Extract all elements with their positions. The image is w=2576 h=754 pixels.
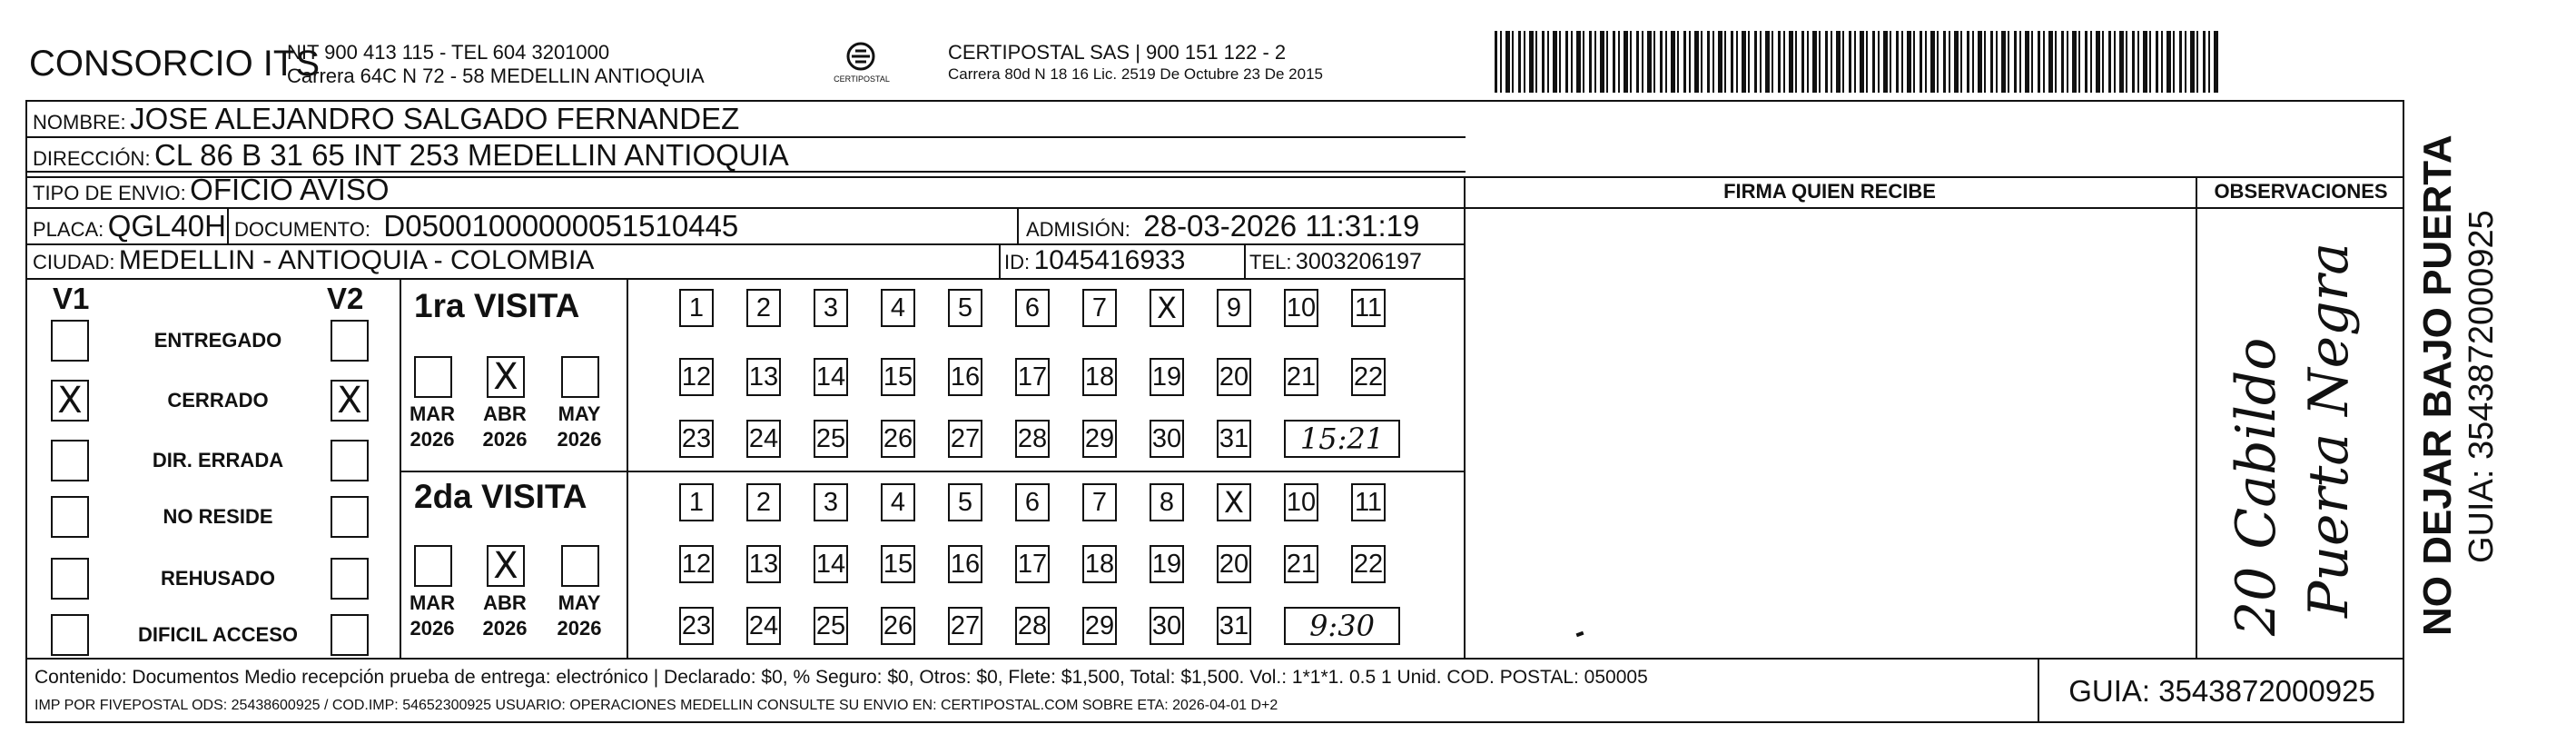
nombre-value: JOSE ALEJANDRO SALGADO FERNANDEZ xyxy=(130,102,740,135)
day-box[interactable]: 20 xyxy=(1217,358,1251,396)
ciudad-value: MEDELLIN - ANTIOQUIA - COLOMBIA xyxy=(118,245,595,275)
day-box[interactable]: 28 xyxy=(1015,420,1050,458)
barcode xyxy=(1495,31,2219,93)
day-box[interactable]: 25 xyxy=(814,607,848,645)
status-option-label: DIR. ERRADA xyxy=(152,449,284,471)
day-box[interactable]: 20 xyxy=(1217,545,1251,583)
day-box[interactable]: 7 xyxy=(1082,289,1117,327)
id-label: ID: xyxy=(1004,251,1031,273)
year-label: 2026 xyxy=(557,617,602,640)
v2-checkbox[interactable] xyxy=(331,496,369,538)
year-label: 2026 xyxy=(482,428,528,451)
day-box[interactable]: 3 xyxy=(814,483,848,521)
day-box[interactable]: 19 xyxy=(1150,358,1184,396)
status-option-label: DIFICIL ACCESO xyxy=(137,623,298,646)
v1-checkbox[interactable] xyxy=(51,558,89,600)
v2-checkbox[interactable] xyxy=(331,558,369,600)
day-box[interactable]: 2 xyxy=(746,289,781,327)
v1-label: V1 xyxy=(53,282,90,315)
day-box[interactable]: 18 xyxy=(1082,545,1117,583)
month-label: ABR xyxy=(483,402,527,425)
status-option-label: REHUSADO xyxy=(161,567,275,590)
day-box[interactable]: 22 xyxy=(1351,358,1386,396)
day-box[interactable]: 29 xyxy=(1082,607,1117,645)
day-box[interactable]: 21 xyxy=(1284,545,1318,583)
month-checkbox[interactable]: X xyxy=(487,545,525,587)
v2-checkbox[interactable] xyxy=(331,440,369,481)
day-box[interactable]: 23 xyxy=(679,420,714,458)
nombre-label: NOMBRE: xyxy=(33,111,126,134)
month-label: ABR xyxy=(483,591,527,614)
day-box[interactable]: 12 xyxy=(679,358,714,396)
day-box[interactable]: 15 xyxy=(881,545,915,583)
month-checkbox[interactable]: X xyxy=(487,356,525,398)
day-box[interactable]: 16 xyxy=(948,358,982,396)
day-box[interactable]: 5 xyxy=(948,483,982,521)
day-box[interactable]: 7 xyxy=(1082,483,1117,521)
day-box[interactable]: 13 xyxy=(746,545,781,583)
admision-value: 28-03-2026 11:31:19 xyxy=(1143,209,1420,243)
day-box[interactable]: 28 xyxy=(1015,607,1050,645)
day-box[interactable]: 29 xyxy=(1082,420,1117,458)
day-box[interactable]: 16 xyxy=(948,545,982,583)
placa-value: QGL40H xyxy=(107,209,226,243)
day-box[interactable]: X xyxy=(1217,483,1251,521)
day-box[interactable]: 2 xyxy=(746,483,781,521)
observation-line-2: Puerta Negra xyxy=(2297,242,2361,618)
day-box[interactable]: 14 xyxy=(814,545,848,583)
carrier-line: CERTIPOSTAL SAS | 900 151 122 - 2 xyxy=(948,41,1287,64)
day-box[interactable]: 30 xyxy=(1150,420,1184,458)
id-value: 1045416933 xyxy=(1033,245,1186,275)
day-box[interactable]: X xyxy=(1150,289,1184,327)
documento-label: DOCUMENTO: xyxy=(234,218,370,241)
month-label: MAR xyxy=(409,402,456,425)
day-box[interactable]: 15 xyxy=(881,358,915,396)
admision-label: ADMISIÓN: xyxy=(1026,218,1130,241)
tipo-value: OFICIO AVISO xyxy=(190,173,390,206)
footer-content: Contenido: Documentos Medio recepción prueba de entrega: electrónico | Declarado: $0, % Seguro: $0, Otros: $0, Flete: $1,500, Total: $1,500. Vol.: 1*1*1. 0.5 1 Unid. COD. POSTAL: 050005 xyxy=(35,667,1648,688)
side-warning: NO DEJAR BAJO PUERTA xyxy=(2415,134,2460,636)
year-label: 2026 xyxy=(482,617,528,640)
v1-checkbox[interactable] xyxy=(51,496,89,538)
day-box[interactable]: 10 xyxy=(1284,483,1318,521)
day-box[interactable]: 4 xyxy=(881,289,915,327)
day-box[interactable]: 25 xyxy=(814,420,848,458)
day-box[interactable]: 3 xyxy=(814,289,848,327)
day-box[interactable]: 24 xyxy=(746,420,781,458)
direccion-label: DIRECCIÓN: xyxy=(33,147,151,170)
day-box[interactable]: 4 xyxy=(881,483,915,521)
month-label: MAY xyxy=(558,591,601,614)
nit-line: NIT 900 413 115 - TEL 604 3201000 xyxy=(287,41,610,64)
month-checkbox[interactable] xyxy=(414,356,452,398)
address-line: Carrera 64C N 72 - 58 MEDELLIN ANTIOQUIA xyxy=(287,64,705,87)
day-box[interactable]: 27 xyxy=(948,607,982,645)
day-box[interactable]: 26 xyxy=(881,420,915,458)
carrier-address: Carrera 80d N 18 16 Lic. 2519 De Octubre 23 De 2015 xyxy=(948,65,1323,83)
month-label: MAY xyxy=(558,402,601,425)
day-box[interactable]: 30 xyxy=(1150,607,1184,645)
v2-checkbox[interactable] xyxy=(331,614,369,656)
v1-checkbox[interactable] xyxy=(51,614,89,656)
documento-value: D05001000000051510445 xyxy=(383,209,739,243)
month-label: MAR xyxy=(409,591,456,614)
day-box[interactable]: 17 xyxy=(1015,358,1050,396)
day-box[interactable]: 22 xyxy=(1351,545,1386,583)
status-option-label: NO RESIDE xyxy=(163,505,273,528)
day-box[interactable]: 1 xyxy=(679,289,714,327)
day-box[interactable]: 11 xyxy=(1351,289,1386,327)
day-box[interactable]: 12 xyxy=(679,545,714,583)
logo-text: CERTIPOSTAL xyxy=(834,74,890,84)
day-box[interactable]: 27 xyxy=(948,420,982,458)
day-box[interactable]: 19 xyxy=(1150,545,1184,583)
company-name: CONSORCIO ITS xyxy=(29,44,321,84)
first-visit-title: 1ra VISITA xyxy=(414,287,580,324)
year-label: 2026 xyxy=(557,428,602,451)
day-box[interactable]: 10 xyxy=(1284,289,1318,327)
month-checkbox[interactable] xyxy=(561,356,599,398)
v2-checkbox[interactable]: X xyxy=(331,380,369,422)
v1-checkbox[interactable] xyxy=(51,320,89,362)
day-box[interactable]: 1 xyxy=(679,483,714,521)
day-box[interactable]: 6 xyxy=(1015,483,1050,521)
day-box[interactable]: 8 xyxy=(1150,483,1184,521)
day-box[interactable]: 11 xyxy=(1351,483,1386,521)
footer-guia: GUIA: 3543872000925 xyxy=(2068,674,2375,708)
firma-label: FIRMA QUIEN RECIBE xyxy=(1723,180,1936,203)
day-box[interactable]: 5 xyxy=(948,289,982,327)
month-checkbox[interactable] xyxy=(561,545,599,587)
tel-value: 3003206197 xyxy=(1295,249,1422,274)
visit-time[interactable]: 15:21 xyxy=(1284,420,1400,458)
day-box[interactable]: 6 xyxy=(1015,289,1050,327)
v1-checkbox[interactable]: X xyxy=(51,380,89,422)
day-box[interactable]: 23 xyxy=(679,607,714,645)
year-label: 2026 xyxy=(410,617,455,640)
direccion-value: CL 86 B 31 65 INT 253 MEDELLIN ANTIOQUIA xyxy=(154,138,789,172)
observaciones-label: OBSERVACIONES xyxy=(2214,180,2388,203)
tipo-label: TIPO DE ENVIO: xyxy=(33,182,186,204)
day-box[interactable]: 21 xyxy=(1284,358,1318,396)
day-box[interactable]: 31 xyxy=(1217,420,1251,458)
visit-time[interactable]: 9:30 xyxy=(1284,607,1400,645)
tel-label: TEL: xyxy=(1249,251,1292,273)
placa-label: PLACA: xyxy=(33,218,104,241)
month-checkbox[interactable] xyxy=(414,545,452,587)
v1-checkbox[interactable] xyxy=(51,440,89,481)
day-box[interactable]: 26 xyxy=(881,607,915,645)
day-box[interactable]: 17 xyxy=(1015,545,1050,583)
status-option-label: ENTREGADO xyxy=(153,329,282,352)
second-visit-title: 2da VISITA xyxy=(414,478,587,515)
year-label: 2026 xyxy=(410,428,455,451)
ciudad-label: CIUDAD: xyxy=(33,251,115,273)
day-box[interactable]: 31 xyxy=(1217,607,1251,645)
day-box[interactable]: 14 xyxy=(814,358,848,396)
certipostal-logo xyxy=(834,36,888,91)
v2-label: V2 xyxy=(327,282,364,315)
day-box[interactable]: 18 xyxy=(1082,358,1117,396)
side-guia: GUIA: 3543872000925 xyxy=(2462,210,2501,563)
day-box[interactable]: 13 xyxy=(746,358,781,396)
footer-imp: IMP POR FIVEPOSTAL ODS: 25438600925 / COD.IMP: 54652300925 USUARIO: OPERACIONES MEDELLIN CONSULTE SU ENVIO EN: CERTIPOSTAL.COM SOBRE ETA: 2026-04-01 D+2 xyxy=(35,698,1278,713)
observation-line-1: 20 Cabildo xyxy=(2225,337,2288,636)
v2-checkbox[interactable] xyxy=(331,320,369,362)
status-option-label: CERRADO xyxy=(167,389,269,412)
day-box[interactable]: 9 xyxy=(1217,289,1251,327)
day-box[interactable]: 24 xyxy=(746,607,781,645)
